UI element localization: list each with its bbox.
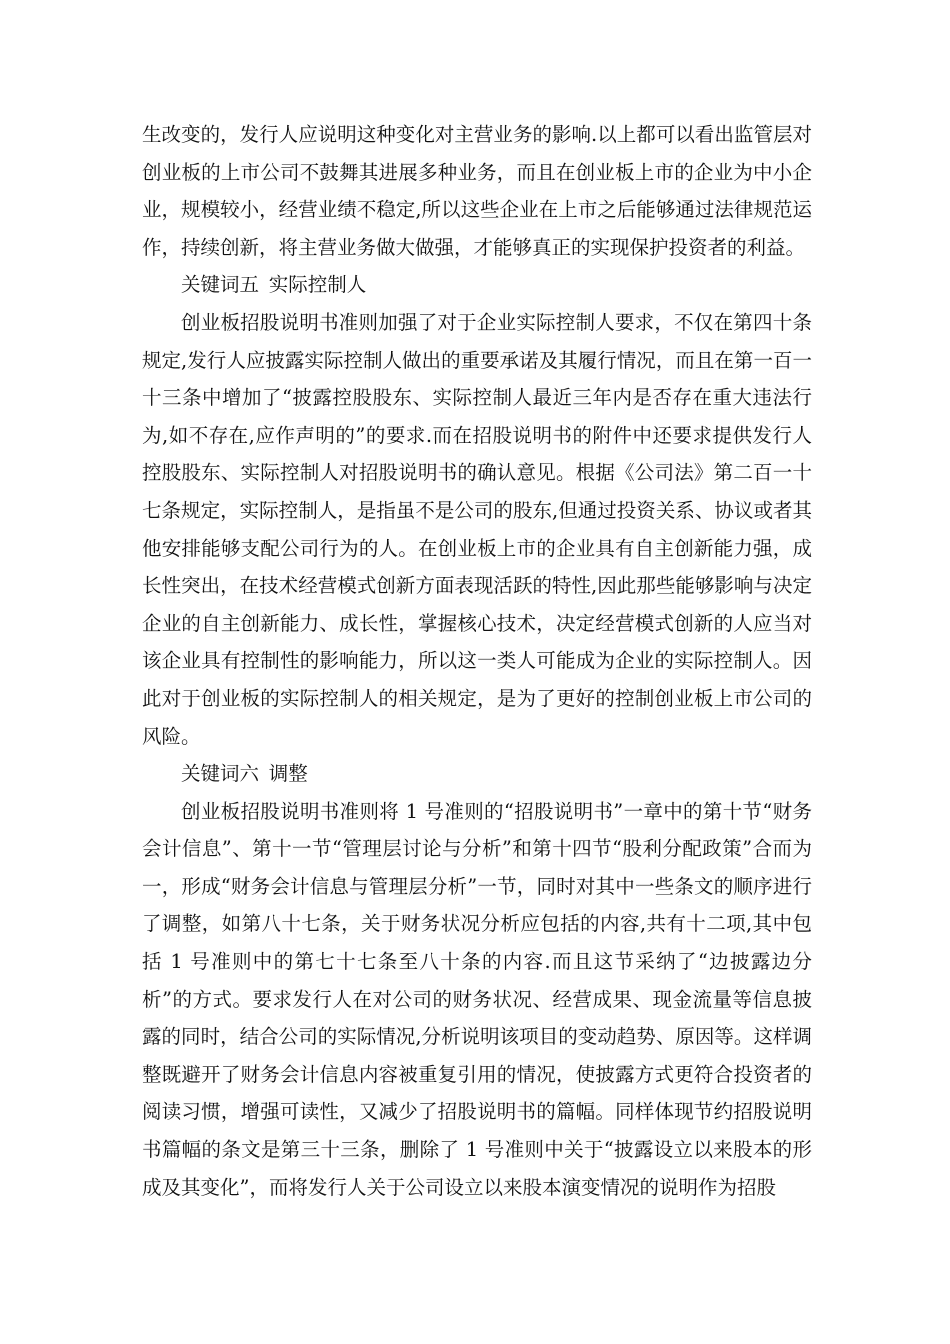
heading-number: 关键词五 [181, 273, 260, 297]
section-heading-keyword-5 [142, 266, 812, 304]
heading-title: 调整 [268, 762, 308, 786]
heading-number: 关键词六 [181, 762, 260, 786]
document-body [142, 116, 812, 1206]
paragraph-continuation: 生改变的，发行人应说明这种变化对主营业务的影响.以上都可以看出监管层对创业板的上市公司不鼓舞其进展多种业务，而且在创业板上市的企业为中小企业，规模较小，经营业绩不稳定,所以这些企业在上市之后能够通过法律规范运作，持续创新，将主营业务做大做强，才能够真正的实现保护投资者的利益。 [142, 123, 812, 259]
section-heading-keyword-6 [142, 755, 812, 793]
paragraph-actual-controller: 创业板招股说明书准则加强了对于企业实际控制人要求，不仅在第四十条规定,发行人应披露实际控制人做出的重要承诺及其履行情况，而且在第一百一十三条中增加了“披露控股股东、实际控制人最近三年内是否存在重大违法行为,如不存在,应作声明的”的要求.而在招股说明书的附件中还要求提供发行人控股股东、实际控制人对招股说明书的确认意见。根据《公司法》第二百一十七条规定，实际控制人，是指虽不是公司的股东,但通过投资关系、协议或者其他安排能够支配公司行为的人。在创业板上市的企业具有自主创新能力强，成长性突出，在技术经营模式创新方面表现活跃的特性,因此那些能够影响与决定企业的自主创新能力、成长性，掌握核心技术，决定经营模式创新的人应当对该企业具有控制性的影响能力，所以这一类人可能成为企业的实际控制人。因此对于创业板的实际控制人的相关规定，是为了更好的控制创业板上市公司的风险。 [142, 310, 812, 748]
heading-title: 实际控制人 [268, 273, 367, 297]
paragraph-adjustment: 创业板招股说明书准则将 1 号准则的“招股说明书”一章中的第十节“财务会计信息”、第十一节“管理层讨论与分析”和第十四节“股利分配政策”合而为一，形成“财务会计信息与管理层分析”一节，同时对其中一些条文的顺序进行了调整，如第八十七条，关于财务状况分析应包括的内容,共有十二项,其中包括 1 号准则中的第七十七条至八十条的内容.而且这节采纳了“边披露边分析”的方式。要求发行人在对公司的财务状况、经营成果、现金流量等信息披露的同时，结合公司的实际情况,分析说明该项目的变动趋势、原因等。这样调整既避开了财务会计信息内容被重复引用的情况，使披露方式更符合投资者的阅读习惯，增强可读性，又减少了招股说明书的篇幅。同样体现节约招股说明书篇幅的条文是第三十三条，删除了 1 号准则中关于“披露设立以来股本的形成及其变化”，而将发行人关于公司设立以来股本演变情况的说明作为招股 [142, 799, 812, 1199]
